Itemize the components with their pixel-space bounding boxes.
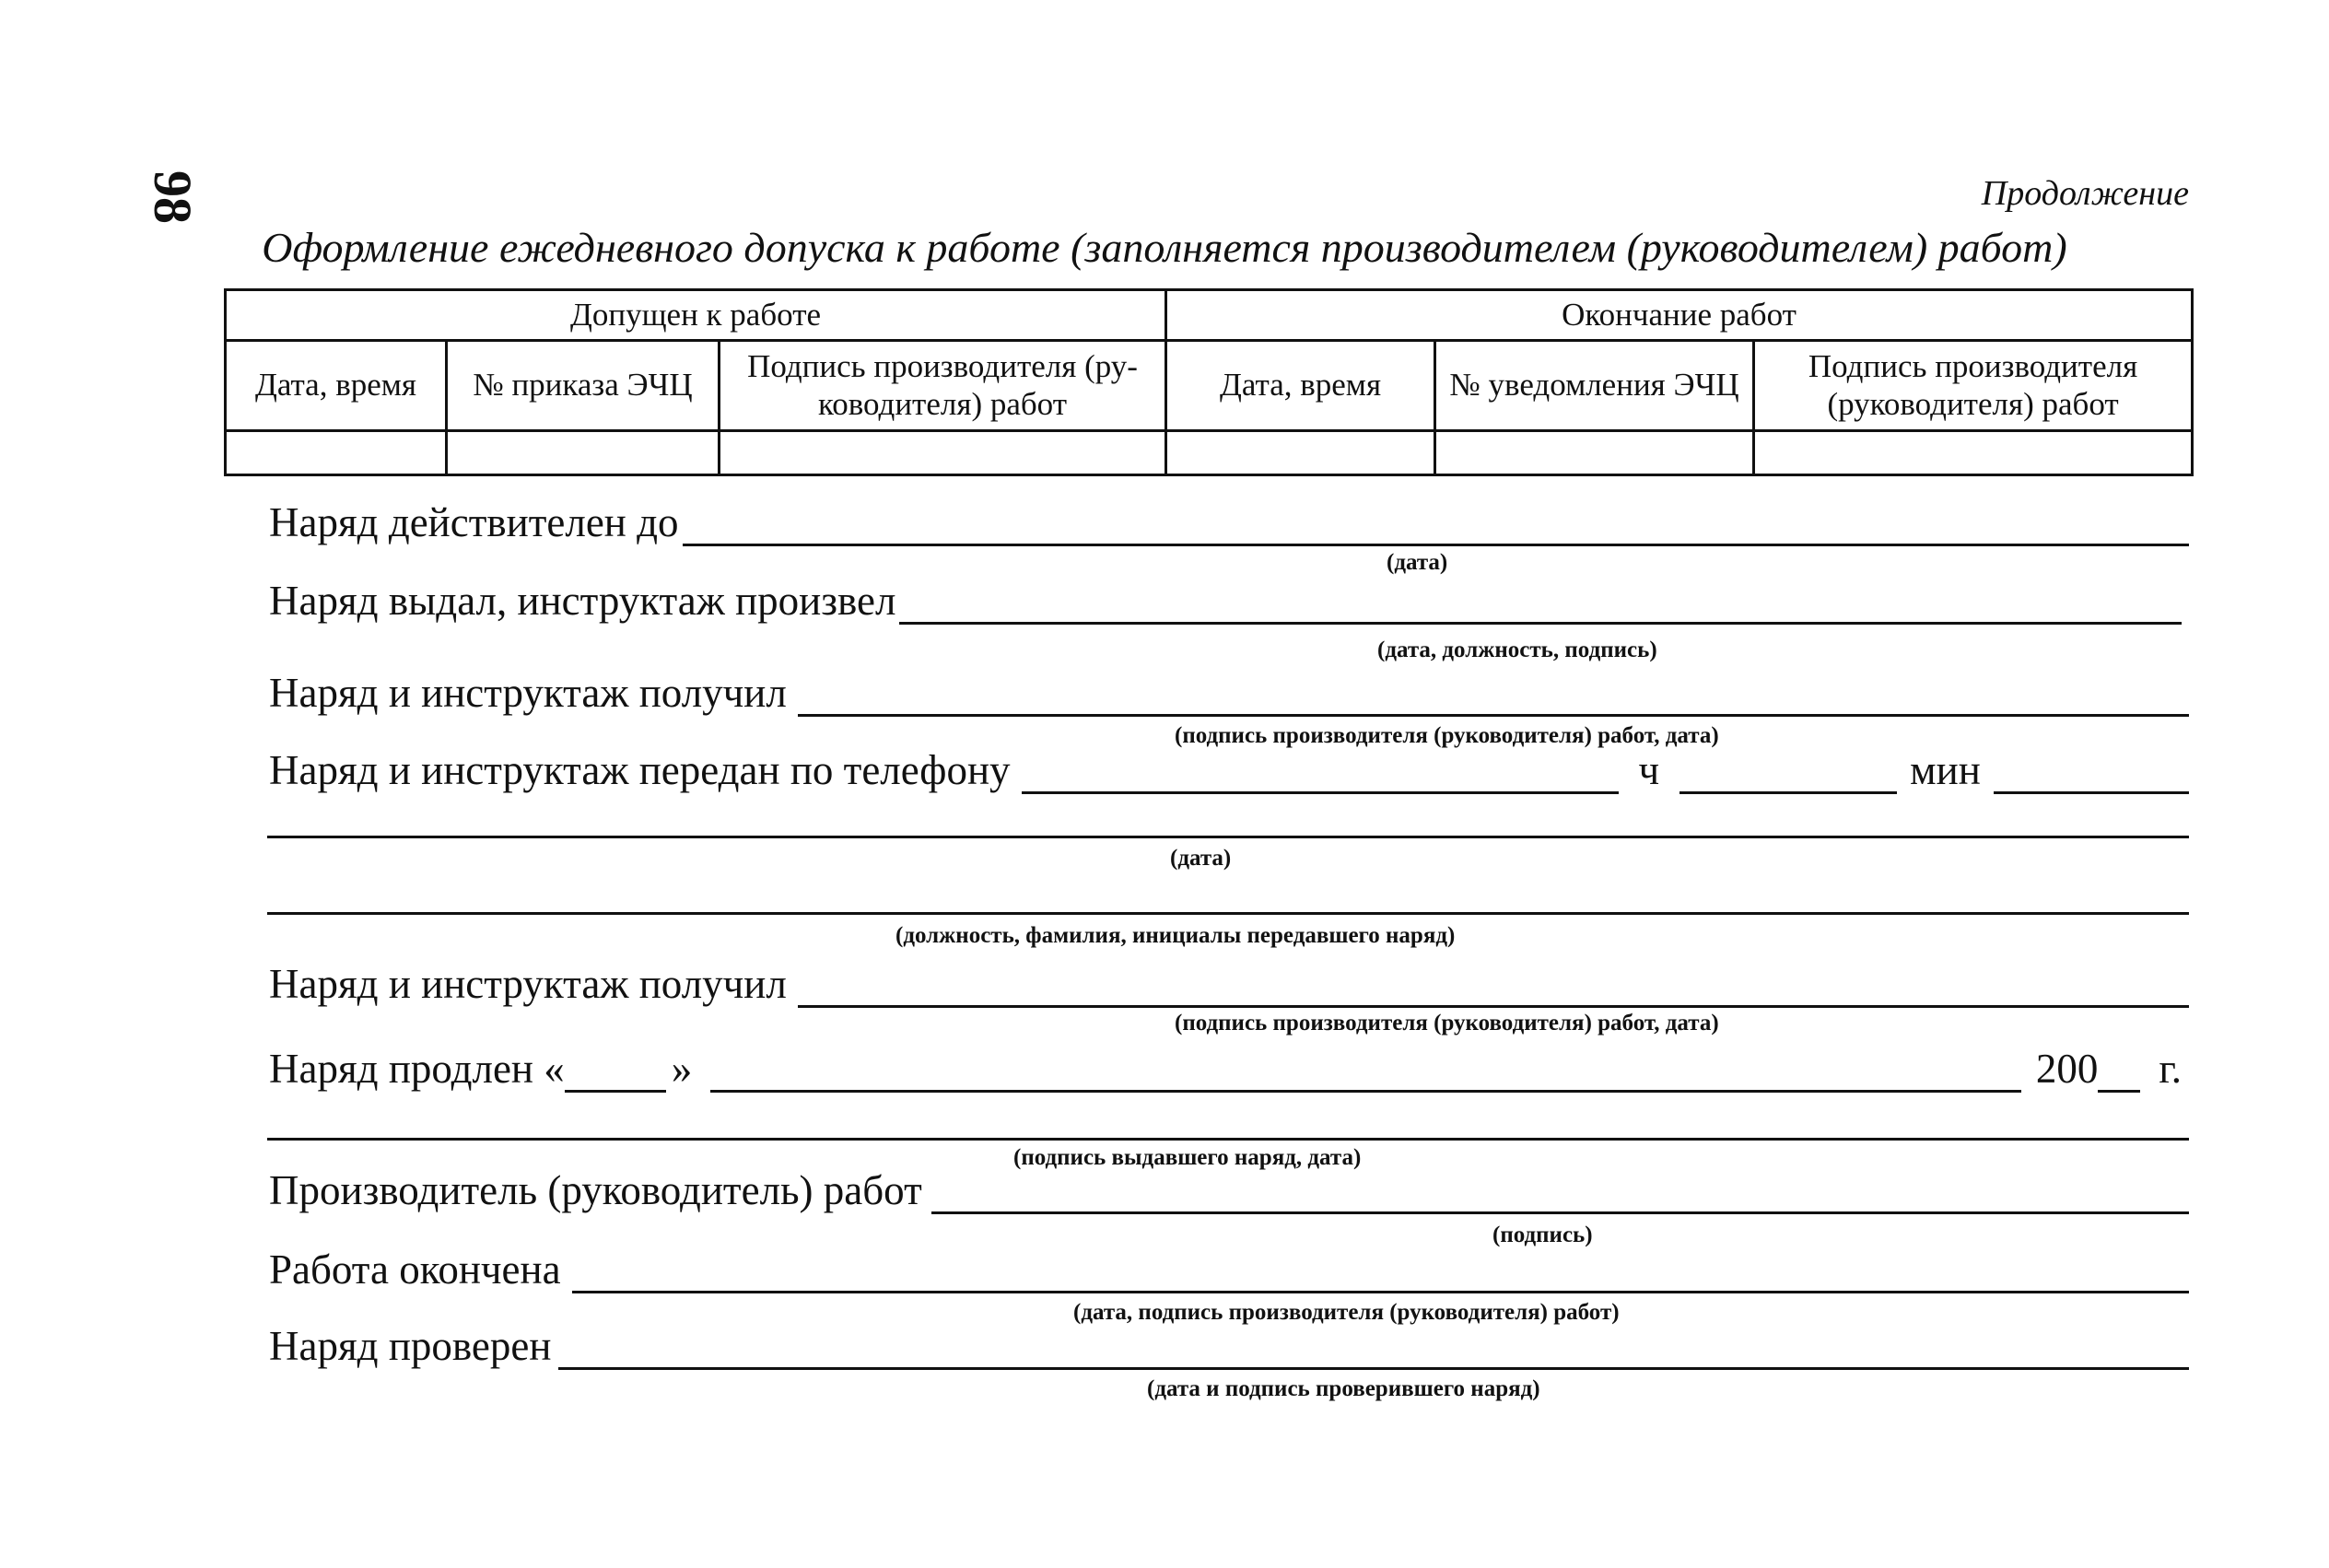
hours-field[interactable]	[1679, 755, 1897, 794]
valid-until-row	[269, 497, 2189, 546]
cell-notification-number[interactable]	[1435, 431, 1754, 475]
extended-year-field[interactable]	[2098, 1053, 2140, 1093]
received-2-field[interactable]	[798, 968, 2189, 1008]
foreman-field[interactable]	[931, 1175, 2189, 1214]
header-completion-datetime: Дата, время	[1166, 341, 1435, 431]
work-finished-field[interactable]	[572, 1254, 2189, 1293]
cell-admitted-signature[interactable]	[720, 431, 1166, 475]
phone-label: Наряд и инструктаж передан по телефону	[269, 747, 1011, 793]
checked-row	[269, 1320, 2189, 1370]
work-finished-label: Работа окончена	[269, 1246, 561, 1293]
page-number: 98	[143, 170, 203, 224]
group-header-completion: Окончание работ	[1166, 290, 2193, 341]
extended-signature-line[interactable]	[267, 1138, 2189, 1141]
checked-label: Наряд проверен	[269, 1323, 552, 1369]
minutes-label: мин	[1910, 747, 1981, 793]
issued-by-row	[269, 575, 2182, 625]
phone-date-field[interactable]	[1022, 755, 1619, 794]
extended-month-field[interactable]	[710, 1053, 2021, 1093]
issued-by-caption: (дата, должность, подпись)	[1377, 638, 1657, 662]
header-admitted-signature: Подпись производителя (ру-ководителя) работ	[720, 341, 1166, 431]
foreman-label: Производитель (руководитель) работ	[269, 1167, 922, 1213]
received-2-caption: (подпись производителя (руководителя) работ, дата)	[1175, 1011, 1719, 1036]
header-order-number: № приказа ЭЧЦ	[447, 341, 720, 431]
phone-date-caption: (дата)	[1170, 846, 1232, 871]
minutes-field[interactable]	[1994, 755, 2189, 794]
valid-until-label: Наряд действителен до	[269, 499, 679, 545]
received-1-label: Наряд и инструктаж получил	[269, 670, 787, 716]
hours-label: ч	[1638, 747, 1660, 793]
cell-order-number[interactable]	[447, 431, 720, 475]
extended-row	[269, 1043, 2182, 1093]
valid-until-field[interactable]	[683, 507, 2189, 546]
header-admitted-datetime: Дата, время	[226, 341, 447, 431]
checked-field[interactable]	[558, 1330, 2189, 1370]
foreman-caption: (подпись)	[1492, 1223, 1593, 1247]
received-1-field[interactable]	[798, 677, 2189, 717]
header-notification-number: № уведомления ЭЧЦ	[1435, 341, 1754, 431]
extended-quote-close: »	[671, 1046, 693, 1092]
cell-admitted-datetime[interactable]	[226, 431, 447, 475]
work-finished-caption: (дата, подпись производителя (руководителя) работ)	[1073, 1300, 1620, 1325]
continuation-label: Продолжение	[1981, 174, 2189, 213]
header-completion-signature: Подпись производителя (руководителя) работ	[1754, 341, 2193, 431]
checked-caption: (дата и подпись проверившего наряд)	[1147, 1376, 1540, 1401]
extended-year-prefix: 200	[2035, 1046, 2099, 1092]
valid-until-caption: (дата)	[1387, 550, 1448, 575]
issued-by-label: Наряд выдал, инструктаж произвел	[269, 578, 896, 624]
form-title: Оформление ежедневного допуска к работе (заполняется производителем (руководителем) работ)	[262, 224, 2067, 271]
phone-date-line[interactable]	[267, 836, 2189, 838]
received-2-row	[269, 958, 2189, 1008]
received-1-caption: (подпись производителя (руководителя) работ, дата)	[1175, 723, 1719, 748]
issued-by-field[interactable]	[899, 585, 2182, 625]
cell-completion-datetime[interactable]	[1166, 431, 1435, 475]
extended-label: Наряд продлен «	[269, 1046, 565, 1092]
daily-permit-table	[224, 288, 2194, 476]
work-finished-row	[269, 1244, 2189, 1293]
extended-day-field[interactable]	[565, 1053, 666, 1093]
cell-completion-signature[interactable]	[1754, 431, 2193, 475]
phone-row	[269, 744, 2189, 794]
extended-year-suffix: г.	[2159, 1046, 2182, 1092]
received-2-label: Наряд и инструктаж получил	[269, 961, 787, 1007]
phone-sender-caption: (должность, фамилия, инициалы передавшего наряд)	[895, 923, 1456, 948]
group-header-admitted: Допущен к работе	[226, 290, 1166, 341]
foreman-row	[269, 1164, 2189, 1214]
extended-caption: (подпись выдавшего наряд, дата)	[1013, 1145, 1362, 1170]
received-1-row	[269, 667, 2189, 717]
phone-sender-line[interactable]	[267, 912, 2189, 915]
